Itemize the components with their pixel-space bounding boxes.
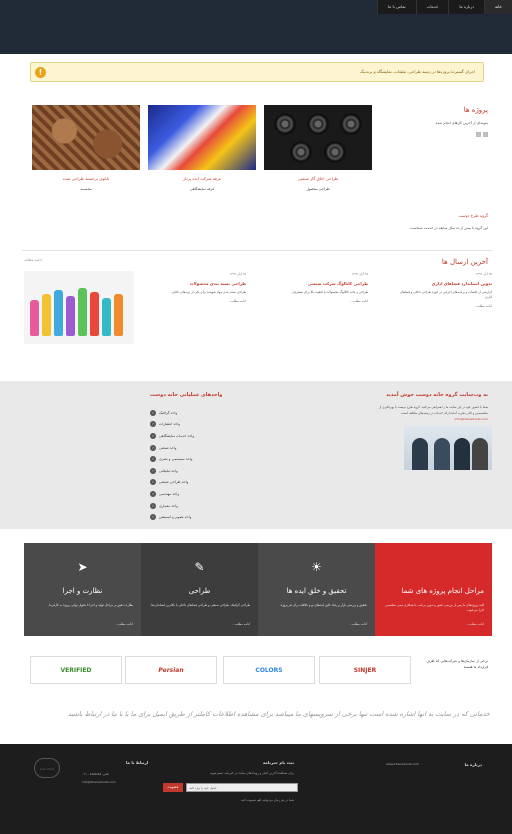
- footer-contact-title: ارتباط با ما: [126, 760, 149, 765]
- footer-newsletter-note: شما در هر زمان می‌توانید لغو عضویت کنید: [240, 798, 294, 802]
- bottle-shape: [90, 292, 99, 336]
- footer-newsletter-title: ثبت نام خبرنامه: [263, 760, 294, 765]
- project-image-relief[interactable]: [32, 105, 140, 170]
- chevron-icon: ‹: [150, 503, 156, 509]
- unit-item[interactable]: [150, 511, 230, 523]
- burner-shape: [324, 141, 346, 163]
- project-card[interactable]: [264, 105, 372, 191]
- footer-phone: تلفن: ۸۸۸۸۸۸۸ - ۰۲۱: [82, 772, 109, 776]
- nav-item-home[interactable]: خانه: [484, 0, 512, 14]
- project-category: مجسمه: [80, 187, 92, 191]
- partner-logo[interactable]: [319, 656, 411, 684]
- project-card[interactable]: [148, 105, 256, 191]
- bottle-shape: [114, 294, 123, 336]
- partner-logo[interactable]: [223, 656, 315, 684]
- news-more-link[interactable]: ادامه مطلب: [24, 258, 42, 262]
- news-excerpt: گزارشی از جلسات و برنامه‌های اجرایی در حوزه طراحی داخلی و فضاهای اداری.: [400, 290, 492, 299]
- projects-subtitle: نمونه‌ای از آخرین کارهای انجام شده: [435, 121, 488, 125]
- chevron-icon: ‹: [150, 445, 156, 451]
- unit-item[interactable]: [150, 477, 230, 489]
- unit-label: واحد معماری: [159, 503, 178, 508]
- welcome-paragraph: شما با حضور خود در این سایت ما را همراهی می‌کنید. گروه طرح دوست با بهره‌گیری از متخصصین و کادر مجرب آماده ارائه خدمات در زمینه‌های مختلف است.: [378, 405, 488, 415]
- burner-shape: [290, 141, 312, 163]
- alert-text: اجرای گستردهٔ پروژه‌ها در زمینه طراحی، تبلیغات، نمایشگاه و برندینگ: [359, 69, 475, 74]
- service-text: کلیه پروژه‌های ما پس از بررسی دقیق و تدوین برنامه، با همکاری تیمی متخصص اجرا می‌شوند.: [385, 603, 484, 612]
- project-name[interactable]: غرفه شرکت ایده پرداز: [182, 176, 222, 181]
- news-read-more[interactable]: ادامه مطلب...: [227, 299, 246, 303]
- news-card: [392, 272, 492, 308]
- chevron-icon: ‹: [150, 456, 156, 462]
- unit-item[interactable]: [150, 453, 230, 465]
- partners-title: برخی از سازمان‌ها و شرکت‌هایی که طرف قرارداد ما هستند: [426, 659, 488, 669]
- unit-label: واحد تصویر و انیمیشن: [159, 515, 192, 520]
- subscribe-button[interactable]: عضویت: [163, 783, 183, 792]
- partner-logo-text: SINJER: [353, 666, 377, 674]
- person-shape: [434, 438, 450, 470]
- service-read-more[interactable]: ادامه مطلب...: [465, 622, 484, 626]
- unit-item[interactable]: [150, 442, 230, 454]
- service-read-more[interactable]: ادامه مطلب...: [114, 622, 133, 626]
- paint-bucket-icon: ✎: [194, 560, 205, 574]
- news-image-bottles[interactable]: [24, 271, 134, 344]
- group-title: گروه طرح دوست: [458, 213, 488, 218]
- news-excerpt: طراحی بسته بندی مواد شوینده برای یکی از برندهای داخلی.: [171, 290, 246, 294]
- chevron-icon: ‹: [150, 491, 156, 497]
- chevron-icon: ‹: [150, 514, 156, 520]
- unit-item[interactable]: [150, 465, 230, 477]
- partner-logo-text: COLORS: [255, 666, 283, 674]
- alert-bar: [30, 62, 484, 82]
- footer-about-title: درباره ما: [464, 762, 482, 767]
- group-text: این گروه با بیش از ده سال سابقه در خدمت شماست.: [409, 226, 488, 230]
- news-read-more[interactable]: ادامه مطلب...: [473, 304, 492, 308]
- news-headline[interactable]: تدوین استاندارد فضاهای اداری: [431, 281, 492, 286]
- service-title: نظارت و اجرا: [62, 587, 103, 595]
- project-card[interactable]: [32, 105, 140, 191]
- unit-label: واحد تبلیغاتی: [159, 468, 178, 473]
- projects-carousel-arrows: [476, 132, 488, 137]
- lightbulb-icon: ☀: [311, 560, 322, 574]
- news-title: آخرین ارسال ها: [441, 258, 488, 266]
- top-navigation: [377, 0, 512, 14]
- person-shape: [412, 438, 428, 470]
- prev-arrow-icon[interactable]: ‹: [484, 132, 487, 137]
- partner-logo-text: VERIFIED: [60, 666, 92, 674]
- service-title: تحقیق و خلق ایده ها: [286, 587, 347, 595]
- team-photo: [404, 426, 492, 470]
- news-headline[interactable]: طراحی بسته بندی محصولات: [189, 281, 246, 286]
- footer-newsletter-text: برای مشاهده آخرین اخبار و رویدادهای سایت در خبرنامه عضو شوید: [209, 771, 294, 775]
- unit-label: واحد صنعتی: [159, 445, 177, 450]
- welcome-text: [368, 404, 488, 422]
- footer-email[interactable]: info@khanedoost.com: [82, 780, 116, 784]
- chevron-icon: ‹: [150, 421, 156, 427]
- projects-title: پروژه ها: [463, 106, 488, 114]
- project-image-stove[interactable]: [264, 105, 372, 170]
- burner-shape: [274, 113, 296, 135]
- service-box-research[interactable]: [258, 543, 375, 636]
- bottle-shape: [78, 288, 87, 336]
- unit-label: واحد خدمات نمایشگاهی: [159, 433, 195, 438]
- section-divider: [22, 250, 492, 251]
- unit-label: واحد مهندسی: [159, 491, 180, 496]
- service-title: طراحی: [188, 587, 211, 595]
- project-category: طراحی محصول: [306, 187, 330, 191]
- burner-shape: [307, 113, 329, 135]
- project-name[interactable]: تابلوی برجسته طراحی شده: [62, 176, 110, 181]
- unit-label: واحد انتشارات: [159, 422, 180, 427]
- site-header: [0, 0, 512, 54]
- closing-quote: خدماتی که در سایت به انها اشاره شده است تنها برخی از سرویسهای ما میباشد برای مشاهده اطلاعات کاملتر از طریق ایمیل برای ما یا با ما در ارتباط باشید: [67, 710, 490, 718]
- burner-shape: [340, 113, 362, 135]
- partner-logo[interactable]: [125, 656, 217, 684]
- partner-logo[interactable]: [30, 656, 122, 684]
- service-read-more[interactable]: ادامه مطلب...: [231, 622, 250, 626]
- service-text: تحقیق و بررسی بازار و رقبا، خلق ایده‌های نو و خلاقانه برای هر پروژه.: [279, 603, 367, 607]
- bottle-shape: [54, 290, 63, 336]
- bottle-shape: [66, 296, 75, 336]
- nav-item-about[interactable]: درباره ما: [448, 0, 484, 14]
- service-box-process[interactable]: [375, 543, 492, 636]
- footer-site-link[interactable]: www.khanedoost.com: [386, 762, 419, 766]
- news-card: [268, 272, 368, 303]
- project-category: غرفه نمایشگاهی: [189, 187, 215, 191]
- news-date: ۲۵ آبان ۱۳۹۲: [475, 272, 492, 276]
- news-headline[interactable]: طراحی کاتالوگ شرکت صنعتی: [307, 281, 368, 286]
- news-excerpt: طراحی و چاپ کاتالوگ محصولات با کیفیت بالا برای مشتریان.: [291, 290, 368, 294]
- chevron-icon: ‹: [150, 410, 156, 416]
- person-shape: [454, 438, 470, 470]
- unit-item[interactable]: [150, 488, 230, 500]
- news-card: [146, 272, 246, 303]
- nav-item-contact[interactable]: تماس با ما: [377, 0, 416, 14]
- chat-bubble-icon[interactable]: Live Chat: [34, 758, 60, 778]
- news-read-more[interactable]: ادامه مطلب...: [349, 299, 368, 303]
- unit-item[interactable]: [150, 500, 230, 512]
- service-box-supervision[interactable]: [24, 543, 141, 636]
- units-list: [150, 407, 230, 523]
- person-shape: [472, 438, 488, 470]
- welcome-title: به وب‌سایت گروه خانه دوست خوش آمدید: [386, 392, 488, 398]
- unit-label: واحد سیستمی و بصری: [159, 457, 193, 462]
- project-image-booth[interactable]: [148, 105, 256, 170]
- warning-icon: !: [35, 67, 46, 78]
- service-box-design[interactable]: [141, 543, 258, 636]
- partner-logo-text: Persian: [158, 666, 184, 674]
- unit-item[interactable]: [150, 419, 230, 431]
- chevron-icon: ‹: [150, 479, 156, 485]
- project-name[interactable]: طراحی اجاق گاز صنعتی: [297, 176, 339, 181]
- service-title: مراحل انجام پروژه های شما: [401, 587, 484, 595]
- news-date: ۲۵ آبان ۱۳۹۲: [351, 272, 368, 276]
- unit-item[interactable]: [150, 407, 230, 419]
- newsletter-email-input[interactable]: ایمیل خود را وارد کنید: [186, 783, 298, 792]
- welcome-email[interactable]: info@khanedoost.com: [454, 417, 488, 421]
- unit-item[interactable]: [150, 430, 230, 442]
- unit-label: واحد طراحی صنعتی: [159, 480, 189, 485]
- news-date: ۲۵ آبان ۱۳۹۲: [229, 272, 246, 276]
- unit-label: واحد گرافیک: [159, 410, 178, 415]
- next-arrow-icon[interactable]: ›: [477, 132, 480, 137]
- rocket-icon: ➤: [77, 560, 88, 574]
- bottle-shape: [30, 300, 39, 336]
- chevron-icon: ‹: [150, 433, 156, 439]
- service-text: نظارت دقیق بر مراحل تولید و اجرا تا تحویل نهایی پروژه به کارفرما.: [48, 603, 133, 607]
- chevron-icon: ‹: [150, 468, 156, 474]
- bottle-shape: [42, 294, 51, 336]
- service-read-more[interactable]: ادامه مطلب...: [348, 622, 367, 626]
- service-text: طراحی گرافیک، طراحی صنعتی و طراحی فضاهای داخلی با بالاترین استانداردها.: [150, 603, 250, 607]
- units-title: واحدهای عملیاتی خانه دوست: [150, 392, 223, 398]
- bottle-shape: [102, 298, 111, 336]
- nav-item-services[interactable]: خدمات: [416, 0, 449, 14]
